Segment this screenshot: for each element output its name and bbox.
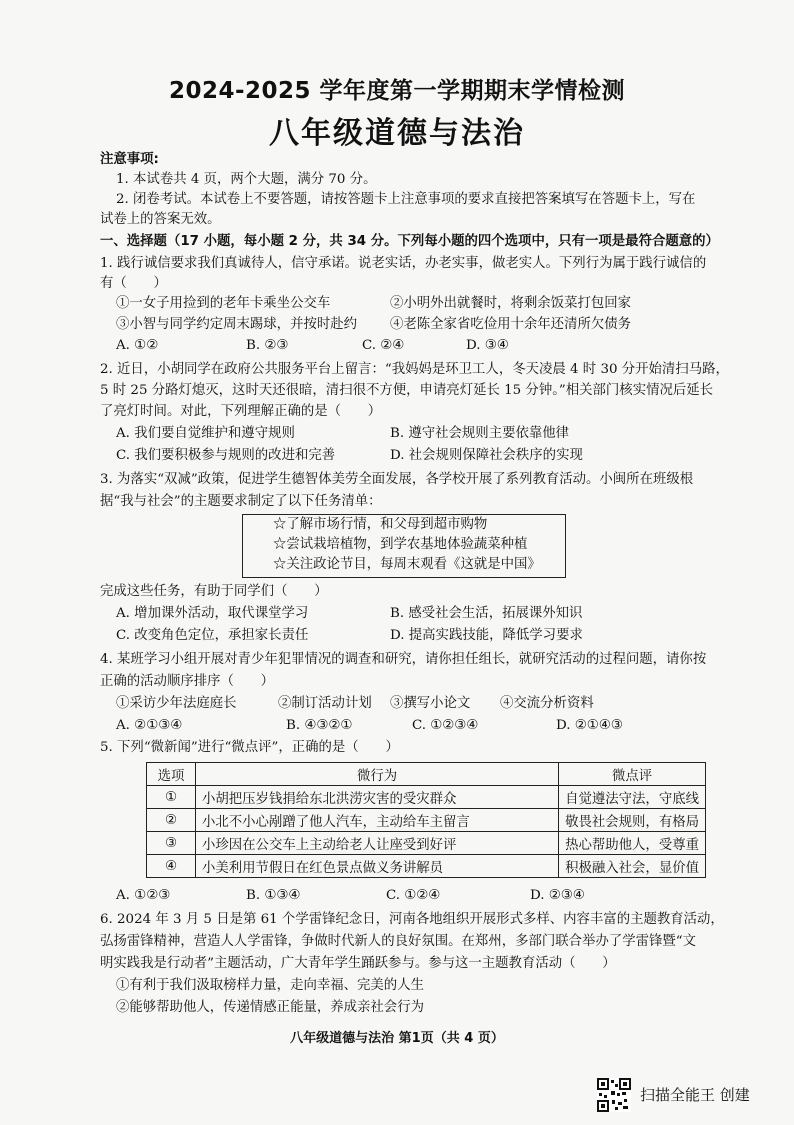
choice-c: C. ②④: [362, 338, 405, 353]
scanner-watermark: 扫描全能王 创建: [640, 1086, 750, 1104]
question-stem: 有（ ）: [100, 276, 167, 291]
statement: ①有利于我们汲取榜样力量，走向幸福、完美的人生: [116, 978, 424, 993]
page-footer: 八年级道德与法治 第1页（共 4 页）: [290, 1031, 504, 1046]
statement: ④老陈全家省吃俭用十余年还清所欠债务: [390, 317, 632, 332]
choice-d: D. ②③④: [530, 888, 585, 903]
table-cell: 热心帮助他人，受尊重: [559, 832, 706, 855]
table-row: [147, 809, 706, 832]
question-stem: 1. 践行诚信要求我们真诚待人，信守承诺。说老实话，办老实事，做老实人。下列行为属于践行诚信的: [100, 256, 707, 271]
question-stem: 5 时 25 分路灯熄灭，这时天还很暗，清扫很不方便，申请亮灯延长 15 分钟。”相关部门核实情况后延长: [100, 383, 714, 398]
choice-a: A. 增加课外活动，取代课堂学习: [116, 606, 309, 621]
choice-a: A. 我们要自觉维护和遵守规则: [116, 426, 295, 441]
table-cell: 积极融入社会，显价值: [559, 855, 706, 878]
table-row: [147, 786, 706, 809]
choice-a: A. ①②③: [116, 888, 171, 903]
statement: ②小明外出就餐时，将剩余饭菜打包回家: [390, 296, 632, 311]
question-stem: 2. 近日，小胡同学在政府公共服务平台上留言：“我妈妈是环卫工人，冬天凌晨 4 时 30 分开始清扫马路，: [100, 362, 729, 377]
table-cell: 小美利用节假日在红色景点做义务讲解员: [196, 855, 559, 878]
table-cell: 敬畏社会规则，有格局: [559, 809, 706, 832]
section-heading: 一、选择题（17 小题，每小题 2 分，共 34 分。下列每小题的四个选项中，只有一项是最符合题意的）: [100, 234, 719, 249]
note-item: 试卷上的答案无效。: [100, 212, 221, 227]
table-row: [147, 832, 706, 855]
task-item: ☆尝试栽培植物，到学农基地体验蔬菜种植: [273, 537, 528, 552]
question-stem: 弘扬雷锋精神，营造人人学雷锋，争做时代新人的良好氛围。在郑州，多部门联合举办了学雷锋暨“文: [100, 934, 697, 949]
question-stem: 4. 某班学习小组开展对青少年犯罪情况的调查和研究，请你担任组长，就研究活动的过程问题，请你按: [100, 652, 707, 667]
question-stem: 明实践我是行动者”主题活动，广大青年学生踊跃参与。参与这一主题教育活动（ ）: [100, 956, 616, 971]
task-item: ☆关注政论节目，每周末观看《这就是中国》: [273, 557, 541, 572]
choice-d: D. 提高实践技能，降低学习要求: [390, 628, 583, 643]
table-cell: 小珍因在公交车上主动给老人让座受到好评: [196, 832, 559, 855]
table-cell: 小胡把压岁钱捐给东北洪涝灾害的受灾群众: [196, 786, 559, 809]
table-cell: ④: [147, 855, 196, 878]
table-cell: ②: [147, 809, 196, 832]
table-header: 微点评: [559, 763, 706, 786]
question-stem: 正确的活动顺序排序（ ）: [100, 674, 275, 689]
statement: ②制订活动计划: [278, 696, 372, 711]
question-stem: 了亮灯时间。对此，下列理解正确的是（ ）: [100, 404, 382, 419]
table-cell: 小北不小心剐蹭了他人汽车，主动给车主留言: [196, 809, 559, 832]
notes-heading: 注意事项:: [100, 152, 159, 167]
choice-b: B. ①③④: [246, 888, 301, 903]
statement: ③撰写小论文: [390, 696, 471, 711]
choice-a: A. ②①③④: [116, 718, 183, 733]
note-item: 2. 闭卷考试。本试卷上不要答题，请按答题卡上注意事项的要求直接把答案填写在答题卡上，写在: [116, 192, 696, 207]
choice-d: D. ③④: [466, 338, 509, 353]
statement: ④交流分析资料: [500, 696, 594, 711]
task-item: ☆了解市场行情，和父母到超市购物: [273, 517, 488, 532]
note-item: 1. 本试卷共 4 页，两个大题，满分 70 分。: [116, 172, 377, 187]
table-row: [147, 855, 706, 878]
table-cell: ③: [147, 832, 196, 855]
question-stem: 3. 为落实“双减”政策，促进学生德智体美劳全面发展，各学校开展了系列教育活动。小闽所在班级根: [100, 472, 694, 487]
table-cell: ①: [147, 786, 196, 809]
table-header: 选项: [147, 763, 196, 786]
evaluation-table: [146, 762, 706, 878]
qr-code-icon: [597, 1078, 631, 1112]
choice-c: C. 改变角色定位，承担家长责任: [116, 628, 309, 643]
table-header-row: [147, 763, 706, 786]
statement: ②能够帮助他人，传递情感正能量，养成亲社会行为: [116, 1000, 424, 1015]
choice-c: C. 我们要积极参与规则的改进和完善: [116, 448, 336, 463]
statement: ①采访少年法庭庭长: [116, 696, 237, 711]
choice-a: A. ①②: [116, 338, 159, 353]
statement: ③小智与同学约定周末踢球，并按时赴约: [116, 317, 358, 332]
choice-c: C. ①②④: [386, 888, 441, 903]
choice-d: D. ②①④③: [556, 718, 623, 733]
choice-d: D. 社会规则保障社会秩序的实现: [390, 448, 583, 463]
choice-c: C. ①②③④: [412, 718, 479, 733]
choice-b: B. 遵守社会规则主要依靠他律: [390, 426, 570, 441]
choice-b: B. ④③②①: [286, 718, 353, 733]
question-stem: 据“我与社会”的主题要求制定了以下任务清单：: [100, 494, 382, 509]
choice-b: B. 感受社会生活，拓展课外知识: [390, 606, 583, 621]
table-cell: 自觉遵法守法，守底线: [559, 786, 706, 809]
table-header: 微行为: [196, 763, 559, 786]
question-stem: 5. 下列“微新闻”进行“微点评”，正确的是（ ）: [100, 740, 399, 755]
question-stem: 完成这些任务，有助于同学们（ ）: [100, 584, 328, 599]
statement: ①一女子用捡到的老年卡乘坐公交车: [116, 296, 331, 311]
subject-title: 八年级道德与法治: [269, 116, 525, 151]
exam-title: 2024-2025 学年度第一学期期末学情检测: [168, 78, 626, 104]
task-list-box: [242, 514, 566, 578]
question-stem: 6. 2024 年 3 月 5 日是第 61 个学雷锋纪念日，河南各地组织开展形式多样、内容丰富的主题教育活动，: [100, 912, 724, 927]
choice-b: B. ②③: [246, 338, 289, 353]
